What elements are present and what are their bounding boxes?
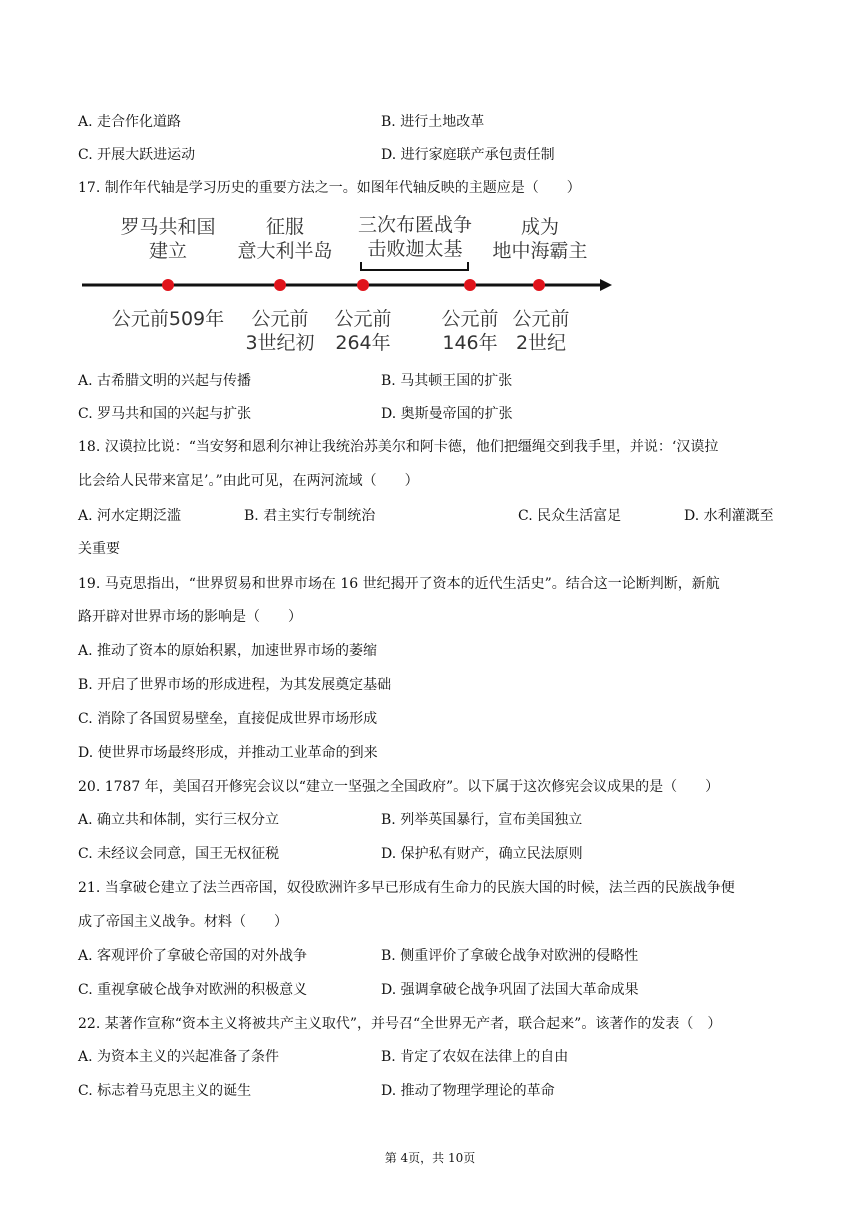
q16-option-b[interactable]: B. 进行土地改革 [381,114,485,130]
q21-option-a[interactable]: A. 客观评价了拿破仑帝国的对外战争 [78,948,308,964]
timeline-dot [357,279,369,291]
event-title-line1: 罗马共和国 [120,216,216,238]
page-number-footer: 第 4页，共 10页 [384,1151,476,1165]
q19-option-a[interactable]: A. 推动了资本的原始积累，加速世界市场的萎缩 [78,643,378,659]
event-title-line2: 意大利半岛 [237,240,333,262]
date-line2: 264年 [335,332,391,354]
q19-stem-line2: 路开辟对世界市场的影响是（ ） [78,609,302,625]
q18-option-b[interactable]: B. 君主实行专制统治 [244,508,376,524]
timeline-dot [162,279,174,291]
event-title-line1: 征服 [265,216,304,238]
date-line1: 公元前 [512,308,570,330]
q22-stem: 22. 某著作宣称“资本主义将被共产主义取代”，并号召“全世界无产者，联合起来”。该著作的发表（ ） [78,1016,722,1032]
q18-option-a[interactable]: A. 河水定期泛滥 [78,508,182,524]
date-label [103,307,233,331]
q17-stem: 17. 制作年代轴是学习历史的重要方法之一。如图年代轴反映的主题应是（ ） [78,180,581,196]
q20-stem: 20. 1787 年，美国召开修宪会议以“建立一坚强之全国政府”。以下属于这次修宪会议成果的是（ ） [78,779,720,795]
date-label [496,307,586,355]
q21-option-c[interactable]: C. 重视拿破仑战争对欧洲的积极意义 [78,982,308,998]
q16-option-d[interactable]: D. 进行家庭联产承包责任制 [381,147,555,163]
date-label [318,307,408,355]
q20-option-d[interactable]: D. 保护私有财产，确立民法原则 [381,846,583,862]
q17-option-b[interactable]: B. 马其顿王国的扩张 [381,373,513,389]
event-label [480,215,600,263]
q18-stem-line1: 18. 汉谟拉比说：“当安努和恩利尔神让我统治苏美尔和阿卡德，他们把缰绳交到我手里，并说：‘汉谟拉 [78,439,719,455]
q21-option-b[interactable]: B. 侧重评价了拿破仑战争对欧洲的侵略性 [381,948,639,964]
q18-stem-line2: 比会给人民带来富足’。”由此可见，在两河流域（ ） [78,473,419,489]
q16-option-c[interactable]: C. 开展大跃进运动 [78,147,196,163]
date-line1: 公元前509年 [111,308,225,330]
q19-stem-line1: 19. 马克思指出，“世界贸易和世界市场在 16 世纪揭开了资本的近代生活史”。结合这一论断判断，新航 [78,576,720,592]
date-line1: 公元前 [251,308,309,330]
timeline-dot [533,279,545,291]
q17-timeline-figure [80,207,620,355]
event-title-line1: 三次布匿战争 [357,214,472,236]
event-title-line2: 击败迦太基 [367,238,463,260]
q19-option-c[interactable]: C. 消除了各国贸易壁垒，直接促成世界市场形成 [78,711,378,727]
q17-option-d[interactable]: D. 奥斯曼帝国的扩张 [381,406,513,422]
punic-wars-bracket [361,262,468,270]
date-line1: 公元前 [441,308,499,330]
q22-option-b[interactable]: B. 肯定了农奴在法律上的自由 [381,1049,569,1065]
event-title-line1: 成为 [520,216,559,238]
q21-option-d[interactable]: D. 强调拿破仑战争巩固了法国大革命成果 [381,982,639,998]
q20-option-c[interactable]: C. 未经议会同意，国王无权征税 [78,846,280,862]
q21-stem-line1: 21. 当拿破仑建立了法兰西帝国，奴役欧洲许多早已形成有生命力的民族大国的时候，法兰西的民族战争便 [78,880,735,896]
event-label [350,213,480,261]
date-line2: 3世纪初 [245,332,315,354]
q22-option-a[interactable]: A. 为资本主义的兴起准备了条件 [78,1049,280,1065]
event-title-line2: 建立 [148,240,187,262]
q21-stem-line2: 成了帝国主义战争。材料（ ） [78,914,288,930]
date-line2: 146年 [442,332,498,354]
date-label [235,307,325,355]
timeline-dot [274,279,286,291]
q20-option-b[interactable]: B. 列举英国暴行，宣布美国独立 [381,812,583,828]
event-label [108,215,228,263]
q20-option-a[interactable]: A. 确立共和体制，实行三权分立 [78,812,280,828]
date-line2: 2世纪 [515,332,567,354]
q16-option-a[interactable]: A. 走合作化道路 [78,114,182,130]
q19-option-d[interactable]: D. 使世界市场最终形成，并推动工业革命的到来 [78,745,378,761]
date-line1: 公元前 [334,308,392,330]
q17-option-c[interactable]: C. 罗马共和国的兴起与扩张 [78,406,252,422]
q18-option-d-continued: 关重要 [78,541,120,557]
q17-option-a[interactable]: A. 古希腊文明的兴起与传播 [78,373,252,389]
q19-option-b[interactable]: B. 开启了世界市场的形成进程，为其发展奠定基础 [78,677,392,693]
event-label [225,215,345,263]
q22-option-c[interactable]: C. 标志着马克思主义的诞生 [78,1083,252,1099]
timeline-dot [464,279,476,291]
event-title-line2: 地中海霸主 [492,240,588,262]
q18-option-d[interactable]: D. 水利灌溉至 [684,508,774,524]
q18-option-c[interactable]: C. 民众生活富足 [518,508,622,524]
q22-option-d[interactable]: D. 推动了物理学理论的革命 [381,1083,555,1099]
timeline-arrowhead [600,279,612,291]
